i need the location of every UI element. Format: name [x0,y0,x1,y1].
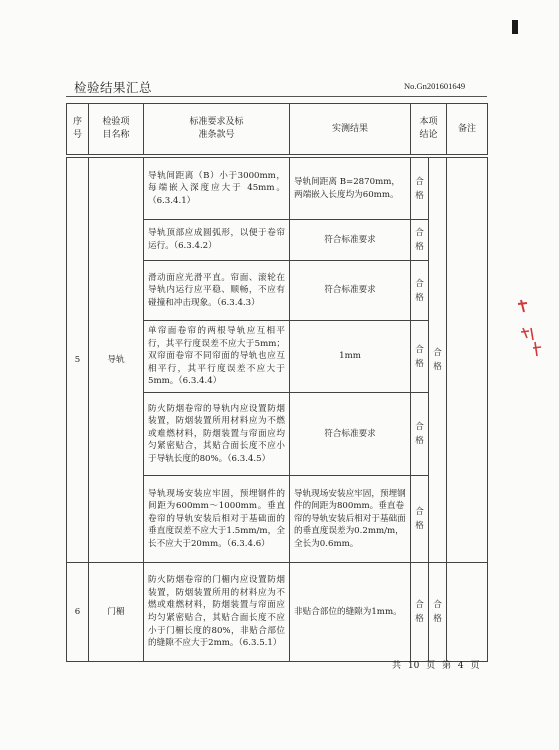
page-title: 检验结果汇总 [74,80,153,95]
measured-result: 导轨间距离 B=2870mm，两端嵌入长度均为60mm。 [290,158,411,220]
remark-cell [447,563,488,662]
red-seal-stamp-fragment [515,298,545,368]
item-conclusion: 合格 [429,158,447,563]
requirement-text: 导轨顶部应成圆弧形，以便于卷帘运行。（6.3.4.2） [144,220,290,261]
total-pages: 共 10 页 [392,661,436,671]
current-page: 第 4 页 [442,661,480,671]
corner-mark [512,20,518,34]
requirement-text: 导轨间距离（B）小于3000mm，每端嵌入深度应大于 45mm。（6.3.4.1） [144,158,290,220]
requirement-text: 单帘面卷帘的两根导轨应互相平行，其平行度误差不应大于5mm；双帘面卷帘不同帘面的导轨也应互相平行，其平行度误差不应大于5mm。（6.3.4.4） [144,321,290,393]
requirement-text: 导轨现场安装应牢固，预埋钢件的间距为600mm～1000mm。垂直卷帘的导轨安装后相对于基础面的垂直度误差不应大于1.5mm/m，全长不应大于20mm。（6.3.4.6） [144,476,290,563]
sub-conclusion: 合格 [411,220,429,261]
report-number: No.Gn201601649 [404,81,466,91]
measured-result: 1mm [290,321,411,393]
measured-result: 符合标准要求 [290,220,411,261]
header-seq: 序号 [67,104,89,155]
requirement-text: 滑动面应光滑平直。帘面、滚轮在导轨内运行应平稳、顺畅，不应有碰撞和冲击现象。（6.3.4.3） [144,261,290,321]
table-row [67,158,488,220]
header-conclusion: 本项结论 [411,104,447,155]
sub-conclusion: 合格 [411,261,429,321]
measured-result: 非贴合部位的缝隙为1mm。 [290,563,411,662]
header-remark: 备注 [447,104,488,155]
item-conclusion: 合格 [429,563,447,662]
sub-conclusion: 合格 [411,321,429,393]
row-item-name: 导轨 [89,158,144,563]
sub-conclusion: 合格 [411,563,429,662]
sub-conclusion: 合格 [411,158,429,220]
requirement-text: 防火防烟卷帘的导轨内应设置防烟装置，防烟装置所用材料应为不燃或难燃材料，防烟装置与帘面应均匀紧密贴合，其贴合面长度不应小于导轨长度的80%。（6.3.4.5） [144,393,290,476]
row-seq: 6 [67,563,89,662]
sub-conclusion: 合格 [411,476,429,563]
measured-result: 导轨现场安装应牢固，预埋钢件的间距为800mm。垂直卷帘的导轨安装后相对于基础面的垂直度误差为0.2mm/m，全长为0.6mm。 [290,476,411,563]
table-row [67,563,488,662]
inspection-results-table [66,103,488,662]
measured-result: 符合标准要求 [290,261,411,321]
requirement-text: 防火防烟卷帘的门楣内应设置防烟装置，防烟装置所用的材料应为不燃或难燃材料，防烟装置与帘面应均匀紧密贴合，其贴合面长度不应小于门楣长度的80%，非贴合部位的缝隙不应大于2mm。（6.3.5.1） [144,563,290,662]
sub-conclusion: 合格 [411,393,429,476]
page-footer [392,658,480,671]
row-seq: 5 [67,158,89,563]
header-standard: 标准要求及标准条款号 [144,104,290,155]
measured-result: 符合标准要求 [290,393,411,476]
header-result: 实测结果 [290,104,411,155]
remark-cell [447,158,488,563]
header-item: 检验项目名称 [89,104,144,155]
row-item-name: 门楣 [89,563,144,662]
title-underline [66,96,487,97]
